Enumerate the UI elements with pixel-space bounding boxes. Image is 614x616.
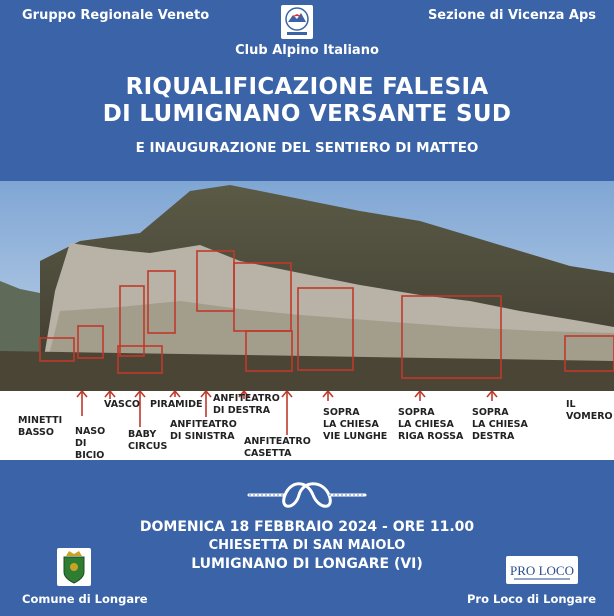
sector-labels (0, 391, 614, 460)
sector-label: ANFITEATRO DI SINISTRA (170, 419, 237, 442)
title-line-1: RIQUALIFICAZIONE FALESIA (125, 74, 489, 100)
sector-label: SOPRA LA CHIESA VIE LUNGHE (323, 407, 388, 442)
sector-label: ANFITEATRO DI DESTRA (213, 393, 280, 416)
comune-crest-icon (57, 548, 91, 586)
sector-label: SOPRA LA CHIESA RIGA ROSSA (398, 407, 464, 442)
title-line-2: DI LUMIGNANO VERSANTE SUD (102, 101, 512, 127)
event-place: CHIESETTA DI SAN MAIOLO (208, 538, 406, 553)
regional-group-label: Gruppo Regionale Veneto (22, 8, 210, 23)
proloco-logo-text: PRO LOCO (510, 563, 574, 578)
cliff-photo (0, 181, 614, 391)
sector-label: MINETTI BASSO (18, 415, 63, 438)
sector-label: IL VOMERO (566, 399, 613, 422)
rope-knot-icon (247, 478, 367, 512)
sector-label: SOPRA LA CHIESA DESTRA (472, 407, 528, 442)
sector-label: NASO DI BICIO (75, 426, 106, 461)
event-town: LUMIGNANO DI LONGARE (VI) (191, 556, 423, 572)
cai-logo-icon (281, 5, 313, 39)
sector-label: PIRAMIDE (150, 399, 203, 410)
org-name: Club Alpino Italiano (235, 43, 379, 58)
sector-label: ANFITEATRO CASETTA (244, 436, 311, 459)
proloco-label: Pro Loco di Longare (466, 592, 596, 606)
event-date: DOMENICA 18 FEBBRAIO 2024 - ORE 11.00 (139, 519, 475, 535)
proloco-logo-icon (506, 556, 578, 584)
subtitle: E INAUGURAZIONE DEL SENTIERO DI MATTEO (135, 140, 479, 156)
sector-label: VASCO (104, 399, 140, 410)
comune-label: Comune di Longare (22, 592, 148, 606)
section-label: Sezione di Vicenza Aps (427, 8, 596, 23)
sector-label: BABY CIRCUS (128, 429, 168, 452)
